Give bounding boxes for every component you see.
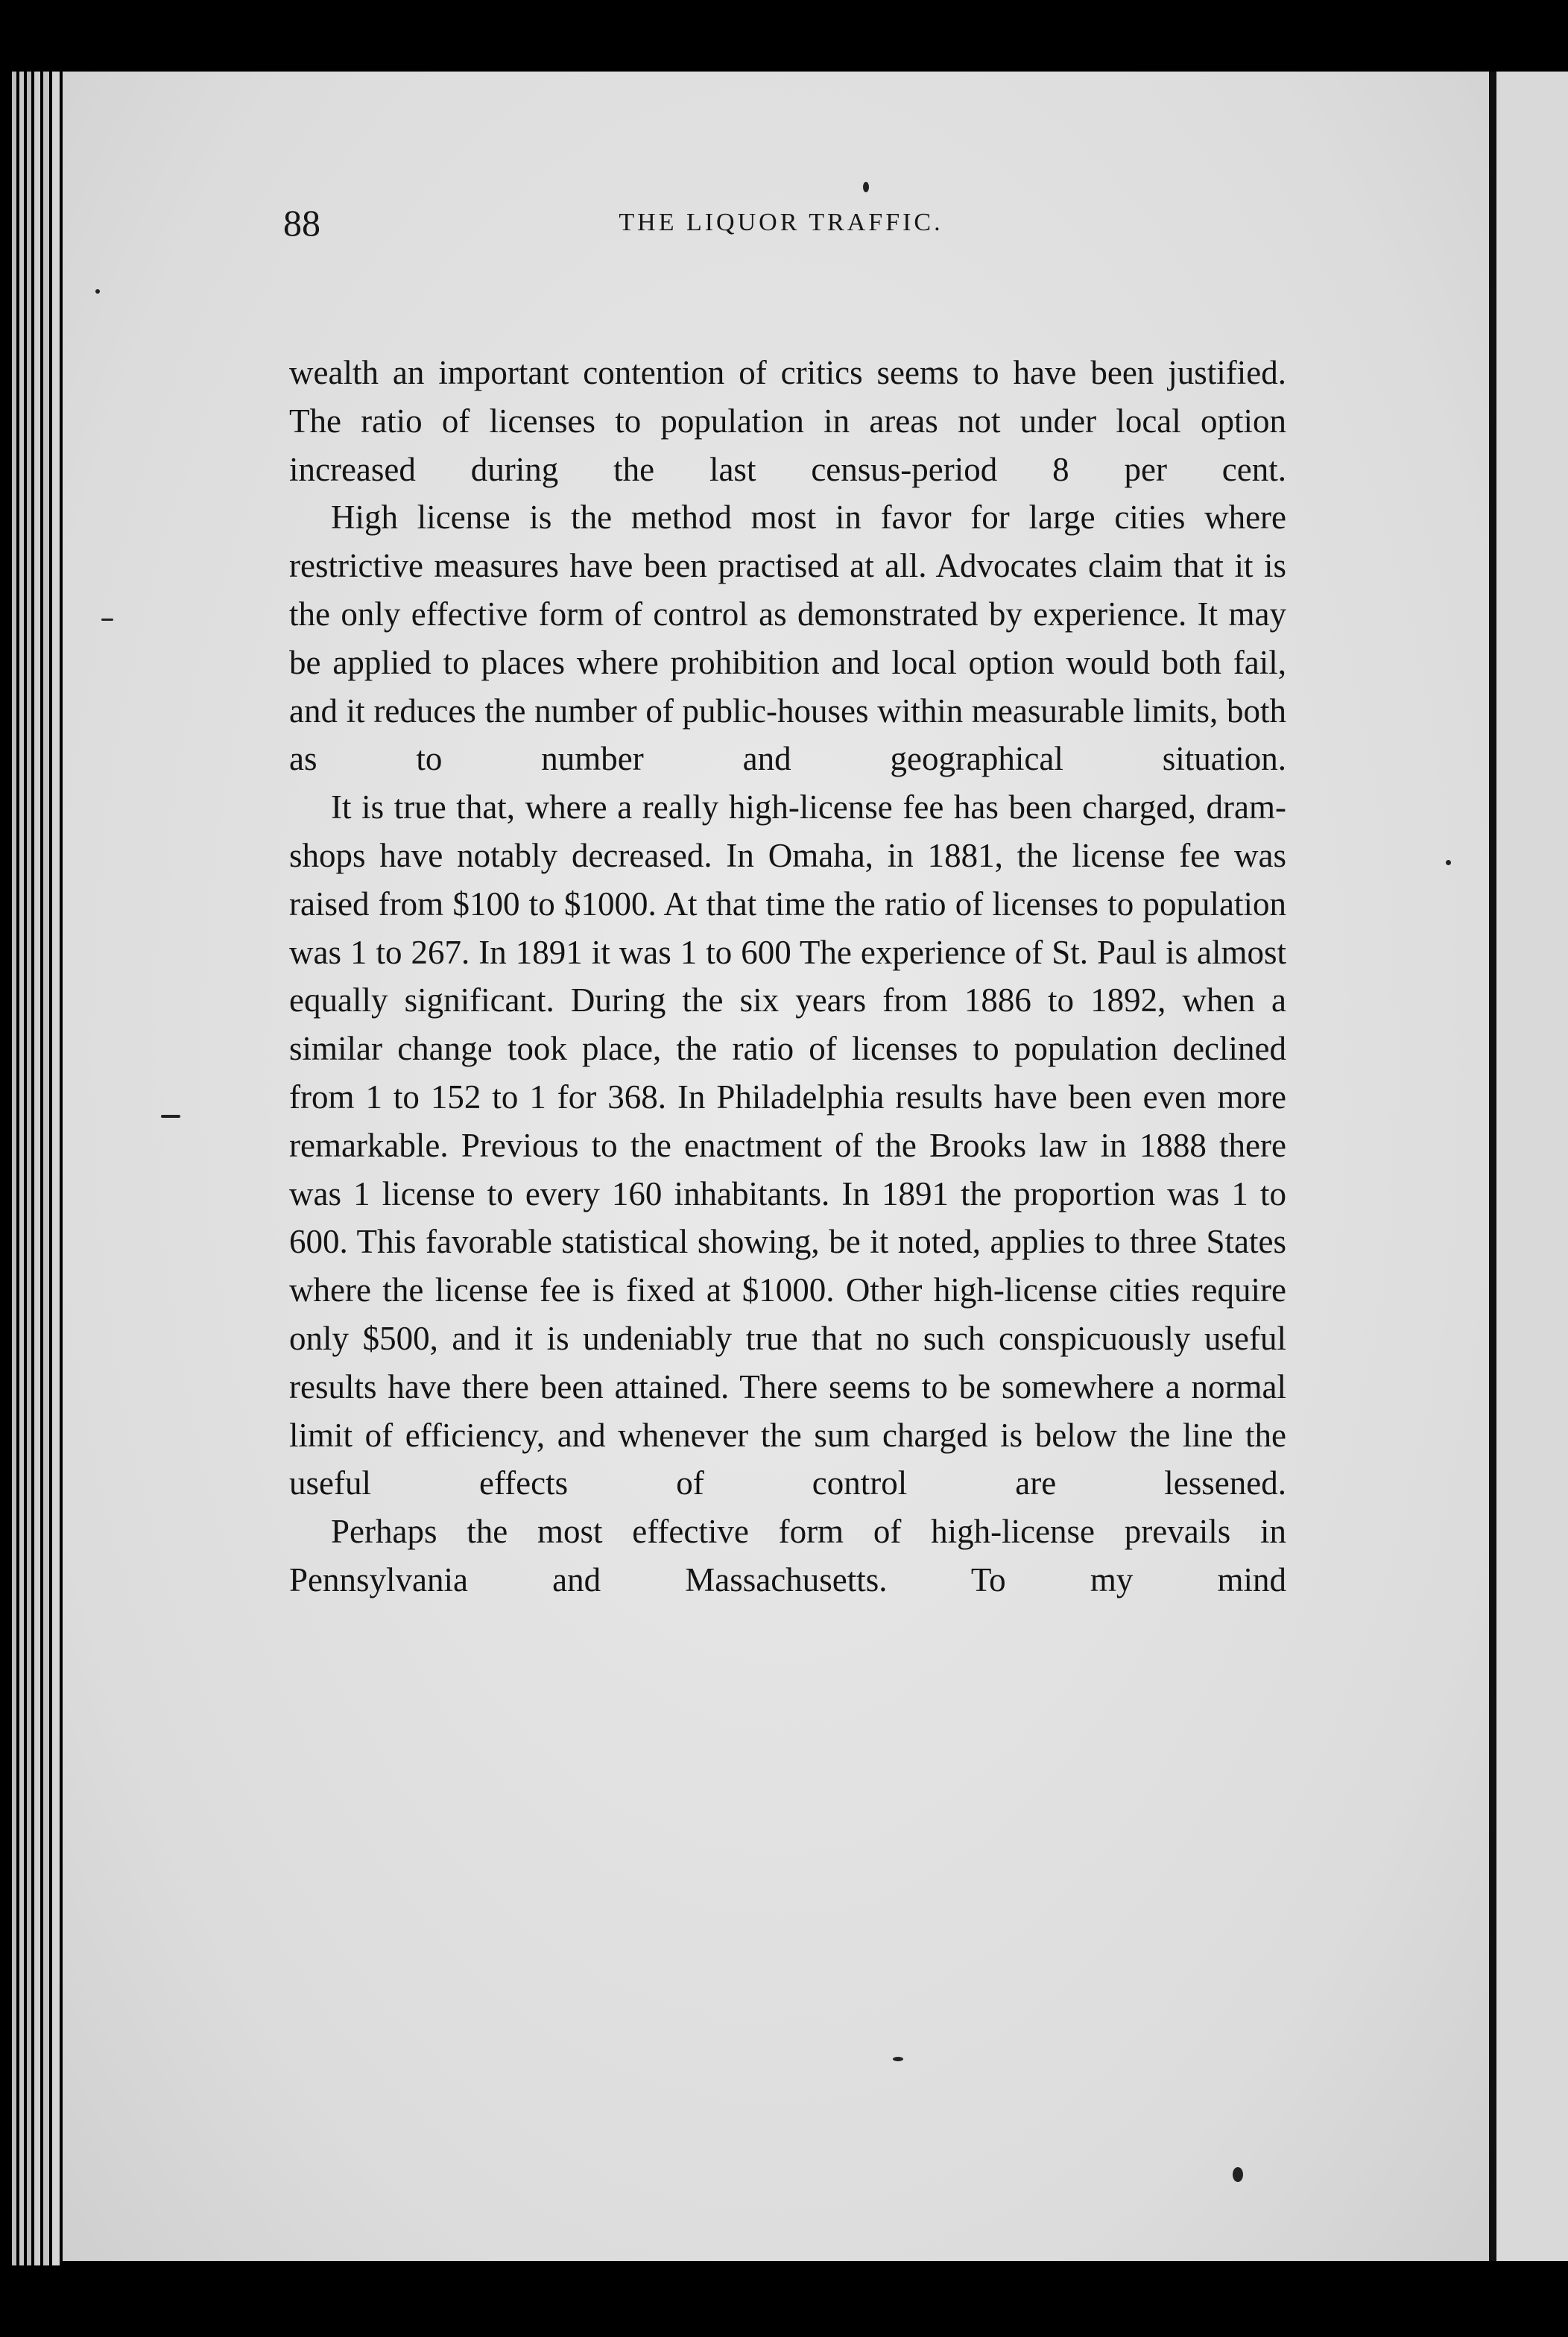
page-header [283, 201, 1279, 268]
page-edge [52, 72, 60, 2265]
scan-speck [863, 182, 869, 192]
page-number: 88 [283, 202, 320, 244]
paragraph: It is true that, where a really high-license fee has been charged, dram-shops have notably decreased. In Omaha, in 1881, the license fee was raised from $100 to $1000. At that time the ratio of licenses to population was 1 to 267. In 1891 it was 1 to 600 The experience of St. Paul is almost equally significant. During the six years from 1886 to 1892, when a similar change took place, the ratio of licenses to population declined from 1 to 152 to 1 for 368. In Philadelphia results have been even more remarkable. Previous to the enactment of the Brooks law in 1888 there was 1 license to every 160 inhabitants. In 1891 the proportion was 1 to 600. This favorable statistical showing, be it noted, applies to three States where the license fee is fixed at $1000. Other high-license cities require only $500, and it is undeniably true that no such conspicuously useful results have there been attained. There seems to be somewhere a normal limit of efficiency, and whenever the sum charged is below the line the useful effects of control are lessened. [289, 788, 1286, 1502]
page-edge [43, 72, 49, 2265]
scan-speck [95, 289, 100, 294]
page-edge [19, 72, 24, 2265]
page-edge [34, 72, 40, 2265]
scan-speck [161, 1115, 180, 1118]
page-edge [12, 72, 16, 2265]
page-edge [27, 72, 31, 2265]
scan-speck [101, 619, 113, 621]
scan-speck [1233, 2167, 1243, 2182]
scan-speck [1446, 860, 1451, 865]
body-text [289, 349, 1286, 1604]
scan-speck [893, 2057, 903, 2061]
paragraph: wealth an important contention of critics seems to have been justified. The ratio of licenses to population in areas not under local option increased during the last census-period 8 per cent. [289, 354, 1286, 488]
paragraph: Perhaps the most effective form of high-license prevails in Pennsylvania and Massachusetts. To my mind [289, 1513, 1286, 1598]
page-gutter [1489, 72, 1496, 2261]
facing-page-edge [1496, 72, 1568, 2261]
paragraph: High license is the method most in favor for large cities where restrictive measures have been practised at all. Advocates claim that it is the only effective form of control as demonstrated by experience. It may be applied to places where prohibition and local option would both fail, and it reduces the number of public-houses within measurable limits, both as to number and geographical situation. [289, 499, 1286, 778]
running-title: THE LIQUOR TRAFFIC. [619, 209, 943, 236]
